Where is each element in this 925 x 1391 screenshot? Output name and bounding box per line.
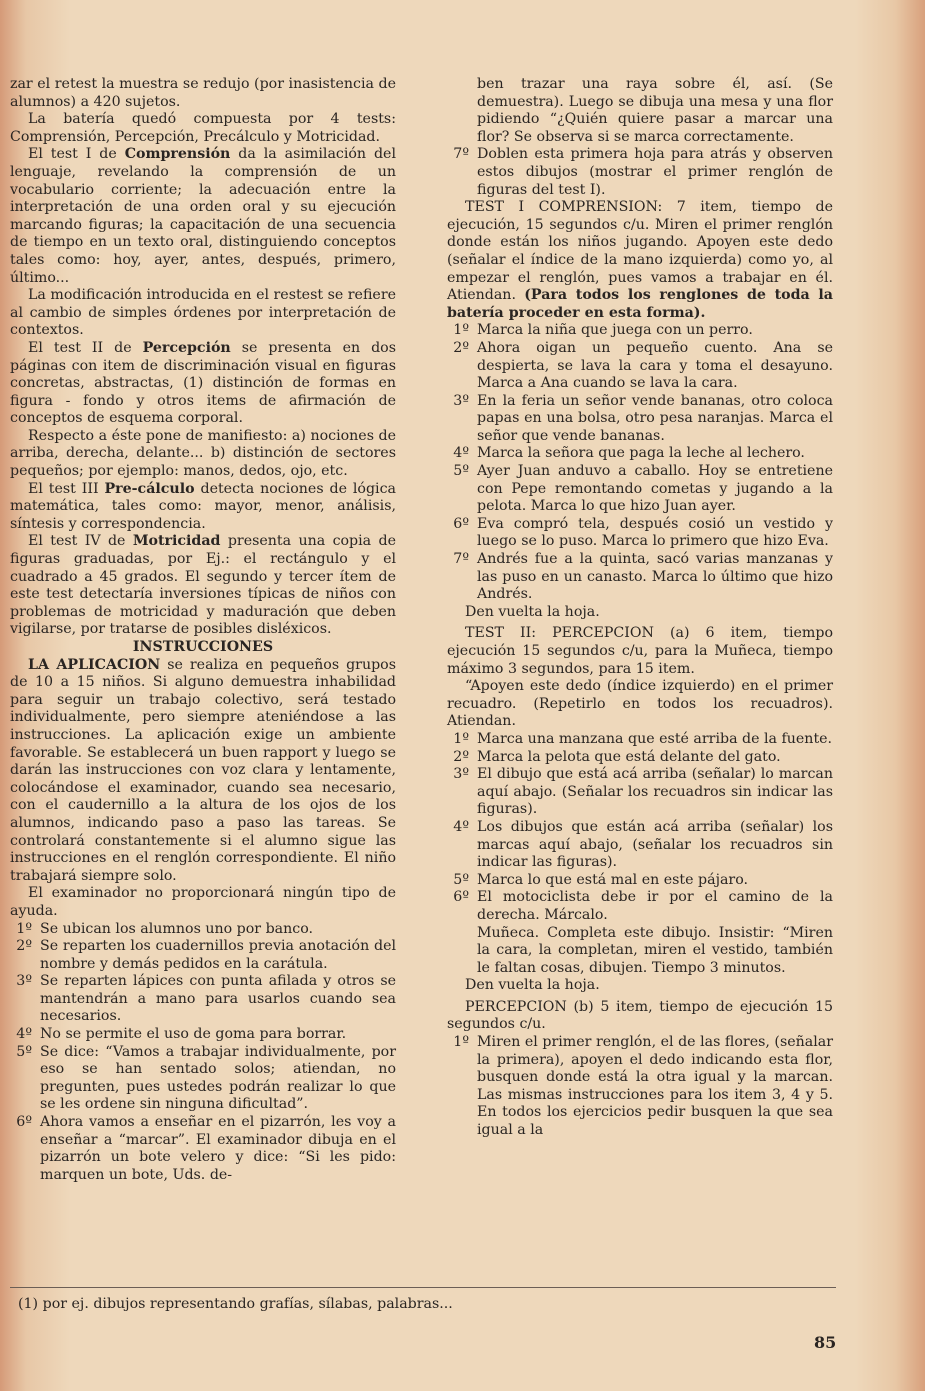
- list-item: 3º El dibujo que está acá arriba (señalar) lo marcan aquí abajo. (Señalar los recuadros sin indicar las figuras).: [453, 766, 833, 818]
- paragraph-continuation: ben trazar una raya sobre él, así. (Se demuestra). Luego se dibuja una mesa y una flor pidiendo “¿Quién quiere pasar a marcar una flor? Se observa si se marca correctamente.: [477, 76, 833, 145]
- paragraph-muneca: Muñeca. Completa este dibujo. Insistir: “Miren la cara, la completan, miren el vestido, también le faltan cosas, dibujen. Tiempo 3 minutos.: [477, 924, 833, 976]
- section-heading-instrucciones: INSTRUCCIONES: [132, 639, 274, 655]
- paragraph-test-ii-instructions: “Apoyen este dedo (índice izquierdo) en el primer recuadro. (Repetirlo en todos los recuadros). Atiendan.: [447, 678, 833, 730]
- list-item: 6º Eva compró tela, después cosió un vestido y luego se lo puso. Marca lo primero que hizo Eva.: [453, 515, 833, 550]
- list-item: 4º No se permite el uso de goma para borrar.: [16, 1026, 347, 1043]
- paragraph-retest: zar el retest la muestra se redujo (por inasistencia de alumnos) a 420 sujetos.: [10, 76, 396, 110]
- page-number: 85: [814, 1333, 837, 1352]
- paragraph-test-precalculo: El test III Pre-cálculo detecta nociones de lógica matemática, tales como: mayor, menor, análisis, síntesis y correspondencia.: [10, 480, 396, 532]
- list-item: 4º Los dibujos que están acá arriba (señalar) los marcas aquí abajo, (señalar los recuadros sin indicar las figuras).: [453, 818, 833, 871]
- paragraph-percepcion-b: PERCEPCION (b) 5 item, tiempo de ejecución 15 segundos c/u.: [447, 998, 833, 1033]
- paragraph-test-i: TEST I COMPRENSION: 7 item, tiempo de ejecución, 15 segundos c/u. Miren el primer renglón donde están los niños jugando. Apoyen este dedo (señalar el índice de la mano izquierda) como yo, al empezar el renglón, pues vamos a trabajar en él. Atiendan. (Para todos los renglones de toda la batería proceder en esta forma).: [447, 199, 833, 321]
- list-item: 5º Marca lo que está mal en este pájaro.: [453, 871, 749, 888]
- paragraph-test-ii: TEST II: PERCEPCION (a) 6 item, tiempo ejecución 15 segundos c/u, para la Muñeca, tiempo máximo 3 segundos, para 15 item.: [447, 625, 833, 677]
- list-item: 4º Marca la señora que paga la leche al lechero.: [453, 445, 805, 462]
- list-item: 6º El motociclista debe ir por el camino de la derecha. Márcalo.: [453, 889, 833, 923]
- list-item: 2º Se reparten los cuadernillos previa anotación del nombre y demás pedidos en la carátula.: [16, 938, 396, 972]
- paragraph-test-percepcion: El test II de Percepción se presenta en dos páginas con item de discriminación visual en figuras concretas, abstractas, (1) distinción de formas en figura - fondo y otros items de afirmación de conceptos de esquema corporal.: [10, 339, 396, 427]
- paragraph-modification: La modificación introducida en el restest se refiere al cambio de simples órdenes por interpretación de contextos.: [10, 287, 396, 339]
- turn-page-note: Den vuelta la hoja.: [465, 603, 600, 620]
- footnote: (1) por ej. dibujos representando grafías, sílabas, palabras...: [18, 1296, 453, 1312]
- list-item: 5º Ayer Juan anduvo a caballo. Hoy se entretiene con Pepe remontando cometas y jugando a la pelota. Marca lo que hizo Juan ayer.: [453, 463, 833, 515]
- list-item: 2º Ahora oigan un pequeño cuento. Ana se despierta, se lava la cara y toma el desayuno. Marca a Ana cuando se lava la cara.: [453, 339, 833, 392]
- list-item: 2º Marca la pelota que está delante del gato.: [453, 748, 781, 765]
- list-item: 1º Marca una manzana que esté arriba de la fuente.: [453, 730, 833, 747]
- list-item: 1º Marca la niña que juega con un perro.: [453, 322, 753, 339]
- paragraph-examinador: El examinador no proporcionará ningún tipo de ayuda.: [10, 885, 396, 919]
- paragraph-aplicacion: LA APLICACION se realiza en pequeños grupos de 10 a 15 niños. Si alguno demuestra inhabilidad para seguir un trabajo colectivo, será testado individualmente, pero siempre ateniéndose a las instrucciones. La aplicación exige un ambiente favorable. Se establecerá un buen rapport y luego se darán las instrucciones con voz clara y lentamente, colocándose el examinador, cuando sea necesario, con el caudernillo a la altura de los ojos de los alumnos, indicando paso a paso las tareas. Se controlará constantemente si el alumno sigue las instrucciones en el renglón correspondiente. El niño trabajará siempre solo.: [10, 656, 396, 884]
- right-column: [447, 76, 833, 1140]
- list-item: 7º Andrés fue a la quinta, sacó varias manzanas y las puso en un canasto. Marca lo último que hizo Andrés.: [453, 551, 833, 603]
- footnote-divider: [10, 1287, 836, 1288]
- list-item: 3º En la feria un señor vende bananas, otro coloca papas en una bolsa, otro pesa naranjas. Marca el señor que vende bananas.: [453, 392, 833, 444]
- paragraph-respecto: Respecto a éste pone de manifiesto: a) nociones de arriba, derecha, delante... b) distinción de sectores pequeños; por ejemplo: manos, dedos, ojo, etc.: [10, 427, 396, 480]
- left-column: [10, 76, 396, 1184]
- paragraph-test-comprension: El test I de Comprensión da la asimilación del lenguaje, revelando la comprensión de un vocabulario corriente; la adecuación entre la interpretación de una orden oral y su ejecución marcando figuras; la capacitación de una secuencia de tiempo en un texto oral, distinguiendo conceptos tales como: hoy, ayer, antes, después, primero, último...: [10, 146, 396, 286]
- list-item: 7º Doblen esta primera hoja para atrás y observen estos dibujos (mostrar el primer renglón de figuras del test I).: [453, 146, 833, 198]
- list-item: 1º Miren el primer renglón, el de las flores, (señalar la primera), apoyen el dedo indicando esta flor, busquen donde está la otra igual y la marcan. Las mismas instrucciones para los item 3, 4 y 5. En todos los ejercicios pedir busquen la que sea igual a la: [453, 1034, 833, 1139]
- list-item: 5º Se dice: “Vamos a trabajar individualmente, por eso se han sentado solos; atiendan, no pregunten, pues ustedes podrán realizar lo que se les ordene sin ninguna dificultad”.: [16, 1043, 396, 1113]
- list-item: 3º Se reparten lápices con punta afilada y otros se mantendrán a mano para usarlos cuando sea necesarios.: [16, 973, 396, 1025]
- turn-page-note: Den vuelta la hoja.: [465, 977, 600, 994]
- paragraph-test-motricidad: El test IV de Motricidad presenta una copia de figuras graduadas, por Ej.: el rectángulo y el cuadrado a 45 grados. El segundo y tercer ítem de este test detectaría inversiones típicas de niños con problemas de motricidad y maduración que deben vigilarse, por tratarse de posibles disléxicos.: [10, 533, 396, 638]
- list-item: 1º Se ubican los alumnos uno por banco.: [16, 920, 314, 937]
- list-item: 6º Ahora vamos a enseñar en el pizarrón, les voy a enseñar a “marcar”. El examinador dibuja en el pizarrón un bote velero y dice: “Si les pido: marquen un bote, Uds. de-: [16, 1114, 396, 1183]
- paragraph-battery: La batería quedó compuesta por 4 tests: Comprensión, Percepción, Precálculo y Motricidad.: [10, 111, 396, 145]
